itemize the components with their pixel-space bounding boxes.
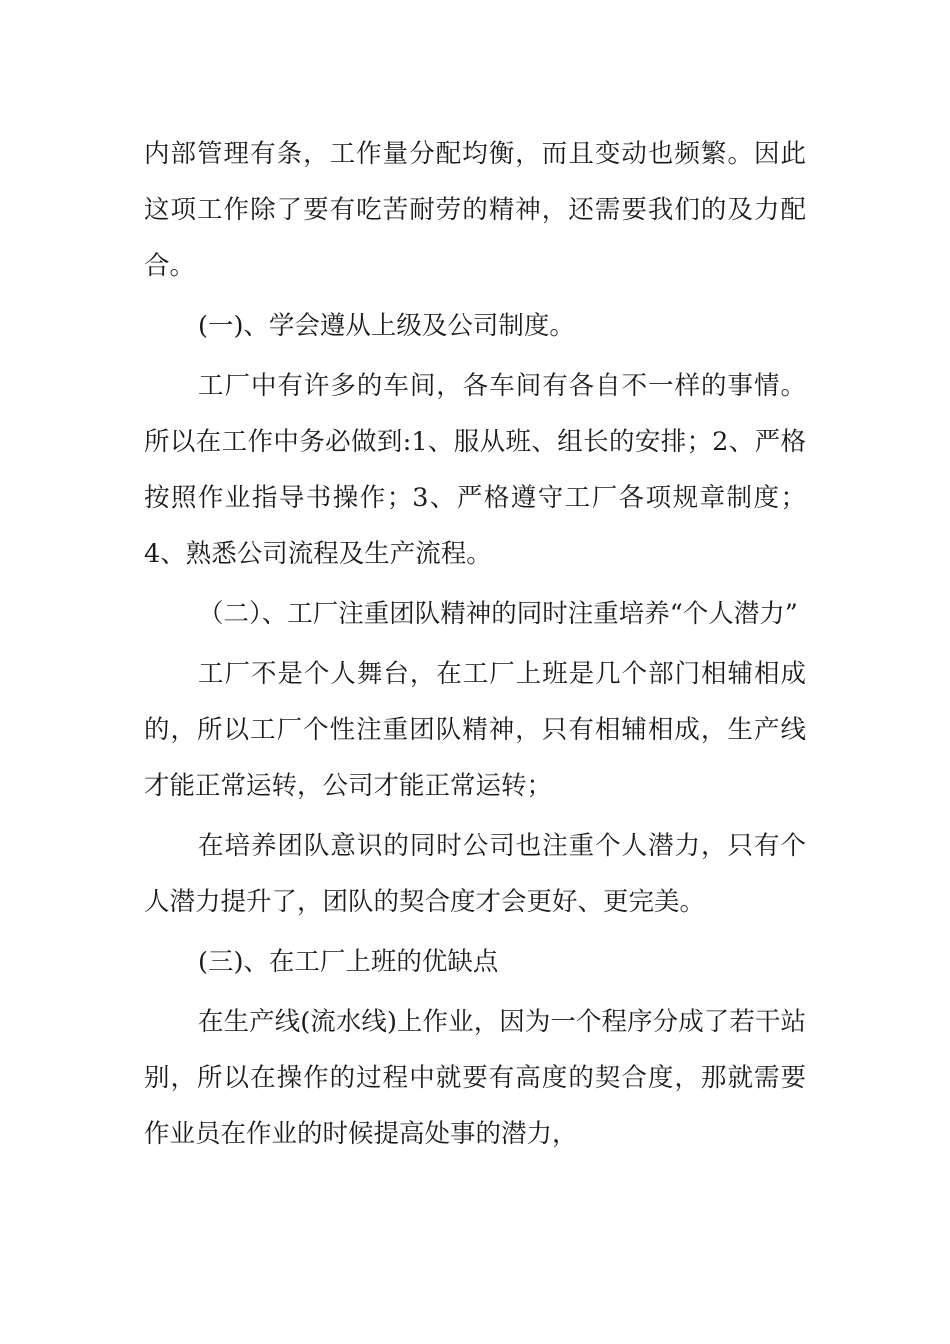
section-heading-3: (三)、在工厂上班的优缺点 xyxy=(198,947,499,977)
paragraph-production-line: 在生产线(流水线)上作业，因为一个程序分成了若干站别，所以在操作的过程中就要有高度的契合度，那就需要作业员在作业的时候提高处事的潜力， xyxy=(144,1007,806,1149)
paragraph-team-spirit: 工厂不是个人舞台，在工厂上班是几个部门相辅相成的，所以工厂个性注重团队精神，只有相辅相成，生产线才能正常运转，公司才能正常运转； xyxy=(144,659,806,801)
section-heading-2: （二）、工厂注重团队精神的同时注重培养“个人潜力” xyxy=(198,599,798,629)
paragraph-intro: 内部管理有条，工作量分配均衡，而且变动也频繁。因此这项工作除了要有吃苦耐劳的精神，还需要我们的及力配合。 xyxy=(144,139,806,281)
paragraph-personal-potential: 在培养团队意识的同时公司也注重个人潜力，只有个人潜力提升了，团队的契合度才会更好、更完美。 xyxy=(144,831,806,917)
section-heading-1: (一)、学会遵从上级及公司制度。 xyxy=(198,311,575,341)
document-page xyxy=(144,126,806,1166)
paragraph-workshop-rules: 工厂中有许多的车间，各车间有各自不一样的事情。所以在工作中务必做到:1、服从班、组长的安排；2、严格按照作业指导书操作；3、严格遵守工厂各项规章制度；4、熟悉公司流程及生产流程。 xyxy=(144,371,806,569)
